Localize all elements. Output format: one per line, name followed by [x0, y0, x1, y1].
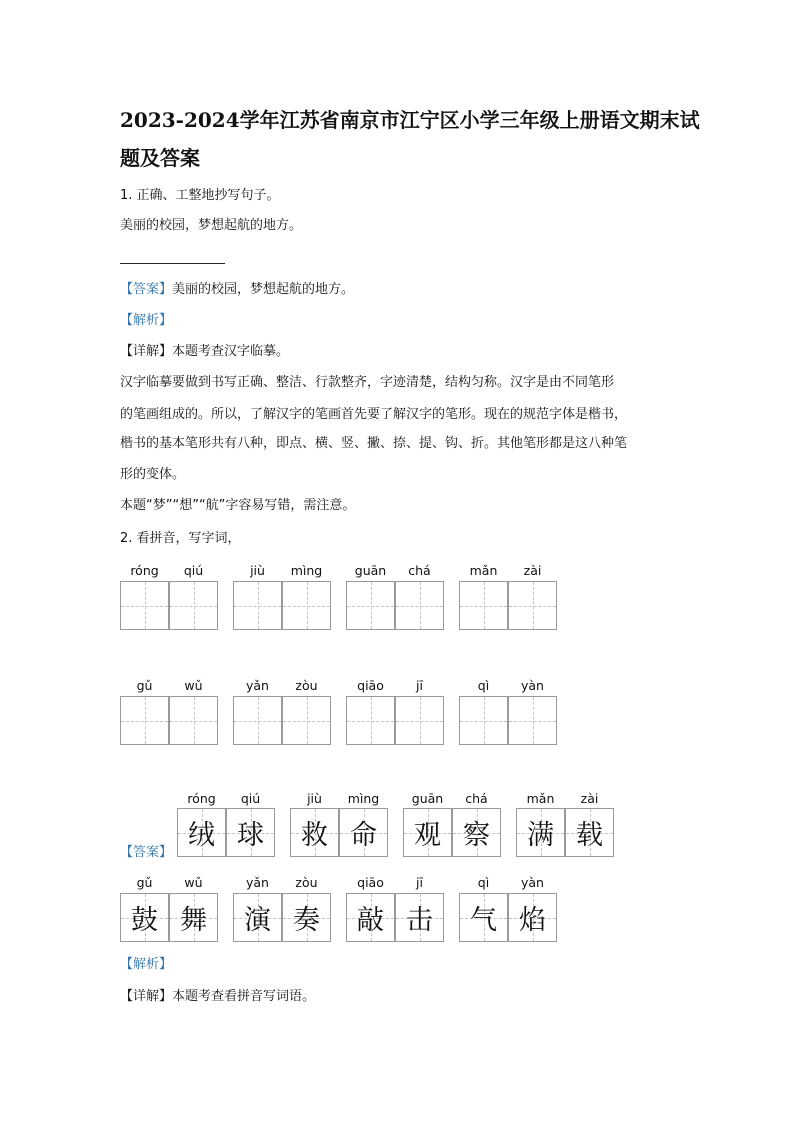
answer-char-box: [177, 808, 226, 857]
answer-char: 奏: [293, 905, 320, 936]
pinyin-label: zòu: [295, 875, 318, 890]
pinyin-label: jī: [416, 875, 423, 890]
pinyin-label: qì: [477, 678, 490, 693]
pinyin-label: gǔ: [136, 875, 153, 890]
pinyin-label: qiāo: [357, 678, 384, 693]
answer-char-box: [120, 893, 169, 942]
writing-box[interactable]: [233, 581, 282, 630]
answer-char: 演: [244, 905, 271, 936]
answer-char: 鼓: [131, 905, 158, 936]
pinyin-label: chá: [465, 791, 488, 806]
answer-char-box: [403, 808, 452, 857]
paragraph-line: 的笔画组成的。所以，了解汉字的笔画首先要了解汉字的笔形。现在的规范字体是楷书，: [120, 407, 628, 422]
answer-char-box: [395, 893, 444, 942]
writing-box[interactable]: [233, 696, 282, 745]
answer-char-box: [290, 808, 339, 857]
writing-box[interactable]: [395, 581, 444, 630]
answer-char-box: [565, 808, 614, 857]
writing-box[interactable]: [459, 696, 508, 745]
answer-char-box: [452, 808, 501, 857]
answer-char-box: [226, 808, 275, 857]
writing-box[interactable]: [282, 581, 331, 630]
paragraph-line: 楷书的基本笔形共有八种，即点、横、竖、撇、捺、提、钩、折。其他笔形都是这八种笔: [120, 436, 628, 451]
pinyin-label: gǔ: [136, 678, 153, 693]
pinyin-label: yǎn: [246, 678, 269, 693]
writing-box[interactable]: [459, 581, 508, 630]
pinyin-label: guān: [354, 563, 387, 578]
pinyin-label: róng: [187, 791, 216, 806]
pinyin-label: chá: [408, 563, 431, 578]
answer-tag: 【答案】: [120, 282, 173, 297]
q1-prompt: 1. 正确、工整地抄写句子。: [120, 188, 280, 203]
answer-char: 舞: [180, 905, 207, 936]
q1-answer: [120, 280, 354, 300]
pinyin-label: zòu: [295, 678, 318, 693]
answer-char: 球: [237, 820, 264, 851]
detail-tag: 【详解】: [120, 989, 173, 1004]
pinyin-label: wǔ: [184, 875, 203, 890]
q2-answer-tag: 【答案】: [120, 845, 173, 860]
answer-char-box: [459, 893, 508, 942]
writing-box[interactable]: [169, 581, 218, 630]
answer-char: 命: [350, 820, 377, 851]
detail-text: 本题考查看拼音写词语。: [172, 989, 316, 1004]
answer-char-box: [339, 808, 388, 857]
pinyin-label: mǎn: [469, 563, 498, 578]
q1-sentence: 美丽的校园，梦想起航的地方。: [120, 218, 303, 233]
answer-char: 满: [527, 820, 554, 851]
answer-char: 救: [301, 820, 328, 851]
pinyin-label: wǔ: [184, 678, 203, 693]
answer-char-box: [508, 893, 557, 942]
q1-detail: [120, 342, 289, 362]
pinyin-label: qiú: [240, 791, 261, 806]
writing-box[interactable]: [508, 581, 557, 630]
q2-detail: [120, 987, 315, 1007]
detail-text: 本题考查汉字临摹。: [172, 344, 290, 359]
answer-char-box: [282, 893, 331, 942]
page-title: 2023-2024学年江苏省南京市江宁区小学三年级上册语文期末试题及答案: [120, 108, 700, 170]
q2-prompt: 2. 看拼音，写字词，: [120, 531, 241, 546]
pinyin-label: yàn: [521, 678, 544, 693]
pinyin-label: qiāo: [357, 875, 384, 890]
pinyin-label: róng: [130, 563, 159, 578]
paragraph-line: 形的变体。: [120, 467, 186, 482]
answer-char-box: [169, 893, 218, 942]
writing-box[interactable]: [346, 581, 395, 630]
pinyin-label: qì: [477, 875, 490, 890]
detail-tag: 【详解】: [120, 344, 173, 359]
writing-box[interactable]: [120, 696, 169, 745]
pinyin-label: jiù: [307, 791, 322, 806]
writing-box[interactable]: [120, 581, 169, 630]
answer-char-box: [233, 893, 282, 942]
pinyin-label: jī: [416, 678, 423, 693]
answer-char: 击: [406, 905, 433, 936]
writing-box[interactable]: [395, 696, 444, 745]
answer-char-box: [346, 893, 395, 942]
pinyin-label: mìng: [347, 791, 380, 806]
answer-char: 焰: [519, 905, 546, 936]
pinyin-label: yàn: [521, 875, 544, 890]
pinyin-label: jiù: [250, 563, 265, 578]
q1-note: 本题“梦”“想”“航”字容易写错，需注意。: [120, 498, 356, 513]
answer-text: 美丽的校园，梦想起航的地方。: [172, 282, 355, 297]
pinyin-label: yǎn: [246, 875, 269, 890]
pinyin-label: zài: [523, 563, 542, 578]
answer-blank-line: [120, 263, 225, 264]
pinyin-label: guān: [411, 791, 444, 806]
pinyin-label: mǎn: [526, 791, 555, 806]
answer-char: 观: [414, 820, 441, 851]
pinyin-label: qiú: [183, 563, 204, 578]
writing-box[interactable]: [508, 696, 557, 745]
answer-char: 载: [576, 820, 603, 851]
answer-char: 敲: [357, 905, 384, 936]
pinyin-label: mìng: [290, 563, 323, 578]
answer-char: 绒: [188, 820, 215, 851]
writing-box[interactable]: [346, 696, 395, 745]
pinyin-label: zài: [580, 791, 599, 806]
writing-box[interactable]: [169, 696, 218, 745]
paragraph-line: 汉字临摹要做到书写正确、整洁、行款整齐，字迹清楚，结构匀称。汉字是由不同笔形: [120, 375, 615, 390]
answer-char-box: [516, 808, 565, 857]
q2-analysis-tag: 【解析】: [120, 957, 173, 972]
writing-box[interactable]: [282, 696, 331, 745]
q1-analysis-tag: 【解析】: [120, 313, 173, 328]
answer-char: 气: [470, 905, 497, 936]
answer-char: 察: [463, 820, 490, 851]
